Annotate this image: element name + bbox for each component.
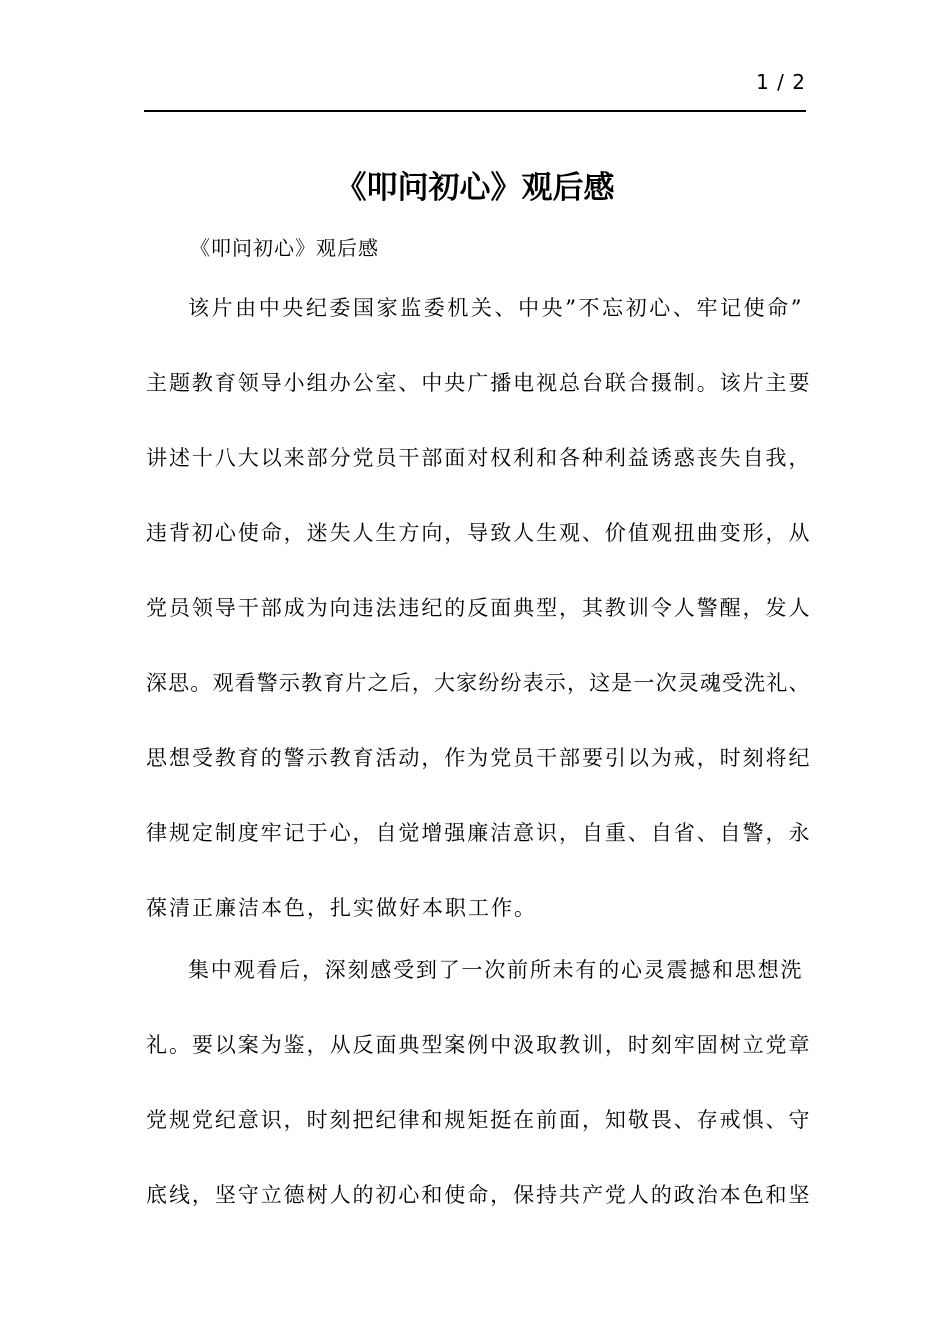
- paragraph-1-line-5: 党员领导干部成为向违法违纪的反面典型，其教训令人警醒，发人: [146, 596, 810, 620]
- paragraph-1-line-7: 思想受教育的警示教育活动，作为党员干部要引以为戒，时刻将纪: [146, 746, 810, 770]
- paragraph-2-line-3: 党规党纪意识，时刻把纪律和规矩挺在前面，知敬畏、存戒惧、守: [146, 1108, 810, 1132]
- paragraph-1-line-2: 主题教育领导小组办公室、中央广播电视总台联合摄制。该片主要: [146, 371, 810, 395]
- paragraph-1-line-9: 葆清正廉洁本色，扎实做好本职工作。: [146, 896, 537, 920]
- page-number: 1 / 2: [756, 70, 806, 94]
- paragraph-1-line-1: 该片由中央纪委国家监委机关、中央”不忘初心、牢记使命”: [188, 296, 802, 320]
- document-subtitle: 《叩问初心》观后感: [190, 236, 379, 260]
- document-title: 《叩问初心》观后感: [335, 170, 615, 206]
- paragraph-1-line-8: 律规定制度牢记于心，自觉增强廉洁意识，自重、自省、自警，永: [146, 821, 810, 845]
- paragraph-1-line-3: 讲述十八大以来部分党员干部面对权利和各种利益诱惑丧失自我，: [146, 446, 810, 470]
- paragraph-2-line-1: 集中观看后，深刻感受到了一次前所未有的心灵震撼和思想洗: [188, 958, 802, 982]
- header-rule: [144, 110, 806, 112]
- paragraph-1-line-6: 深思。观看警示教育片之后，大家纷纷表示，这是一次灵魂受洗礼、: [146, 671, 810, 695]
- paragraph-2-line-2: 礼。要以案为鉴，从反面典型案例中汲取教训，时刻牢固树立党章: [146, 1033, 810, 1057]
- paragraph-2-line-4: 底线，坚守立德树人的初心和使命，保持共产党人的政治本色和坚: [146, 1183, 810, 1207]
- paragraph-1-line-4: 违背初心使命，迷失人生方向，导致人生观、价值观扭曲变形，从: [146, 521, 810, 545]
